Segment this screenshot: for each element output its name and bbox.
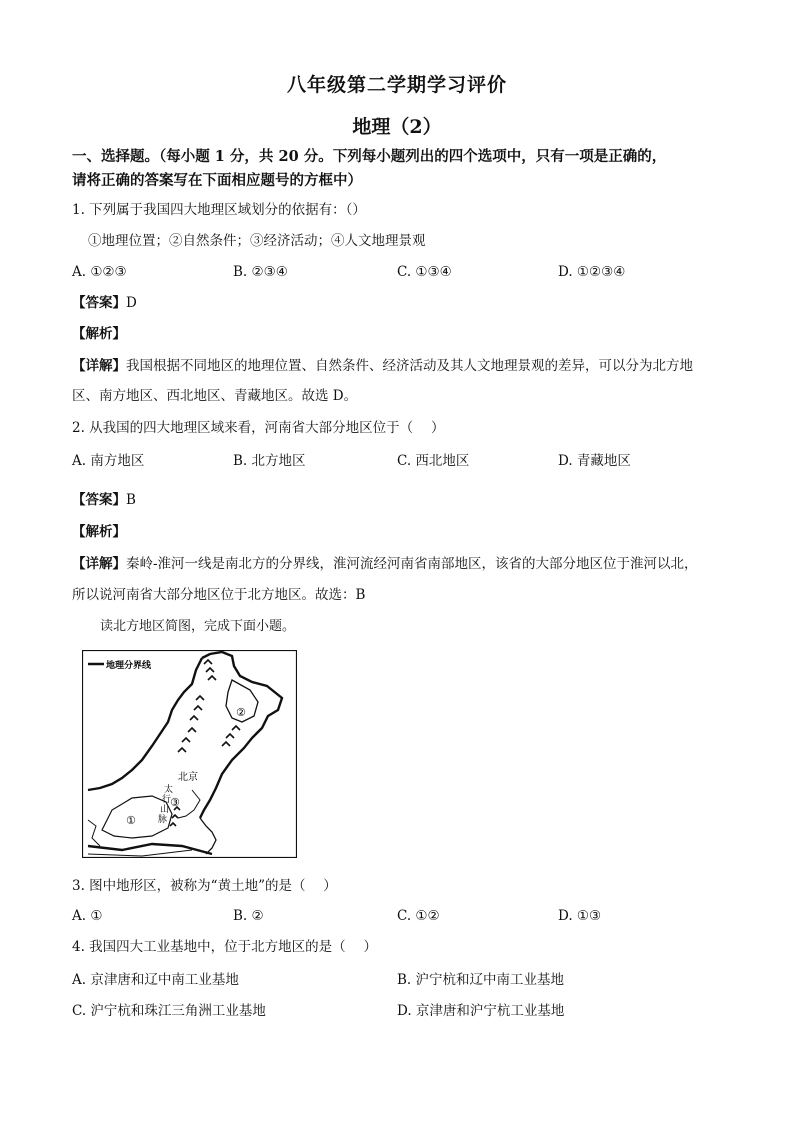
q1-answer bbox=[72, 293, 732, 313]
q1-option-b[interactable]: B. ②③④ bbox=[233, 264, 288, 280]
q2-answer-label: 【答案】 bbox=[72, 492, 126, 508]
q1-analysis bbox=[72, 324, 732, 344]
q3-option-b[interactable]: B. ② bbox=[233, 908, 264, 924]
q2-option-c[interactable]: C. 西北地区 bbox=[397, 453, 470, 469]
map-instruction: 读北方地区简图，完成下面小题。 bbox=[100, 619, 296, 634]
q1-detail-text1: 我国根据不同地区的地理位置、自然条件、经济活动及其人文地理景观的差异，可以分为北方地 bbox=[126, 358, 693, 374]
map-legend-text: 地理分界线 bbox=[106, 661, 152, 671]
map-label-region-1: ① bbox=[126, 814, 136, 827]
page-title: 八年级第二学期学习评价 bbox=[286, 74, 507, 96]
q2-option-a[interactable]: A. 南方地区 bbox=[72, 453, 145, 469]
q2-answer-value: B bbox=[126, 492, 136, 508]
q1-detail-line1 bbox=[72, 356, 732, 376]
page-subtitle: 地理（2） bbox=[352, 116, 442, 138]
map-label-hang: 行 bbox=[162, 795, 172, 805]
section-heading-line1: 一、选择题。（每小题 1 分，共 20 分。下列每小题列出的四个选项中，只有一项是正确的， bbox=[72, 148, 667, 165]
q2-option-d[interactable]: D. 青藏地区 bbox=[558, 453, 631, 469]
q1-answer-label: 【答案】 bbox=[72, 295, 126, 311]
q1-option-c[interactable]: C. ①③④ bbox=[397, 264, 452, 280]
map-label-tai: 太 bbox=[164, 785, 174, 795]
q2-detail-label: 【详解】 bbox=[72, 556, 126, 572]
map-label-shan: 山 bbox=[160, 805, 170, 815]
section-heading-line2: 请将正确的答案写在下面相应题号的方框中） bbox=[72, 172, 362, 189]
q3-option-a[interactable]: A. ① bbox=[72, 908, 103, 924]
q2-stem: 2. 从我国的四大地理区域来看，河南省大部分地区位于（ ） bbox=[72, 420, 445, 436]
q2-analysis-label: 【解析】 bbox=[72, 524, 126, 540]
q1-items: ①地理位置；②自然条件；③经济活动；④人文地理景观 bbox=[88, 233, 426, 249]
q2-detail-line1 bbox=[72, 554, 732, 574]
map-label-mai: 脉 bbox=[158, 815, 168, 825]
q1-option-d[interactable]: D. ①②③④ bbox=[558, 264, 626, 280]
q2-option-b[interactable]: B. 北方地区 bbox=[233, 453, 306, 469]
q1-detail-label: 【详解】 bbox=[72, 358, 126, 374]
q2-detail-line2: 所以说河南省大部分地区位于北方地区。故选：B bbox=[72, 587, 366, 603]
map-label-region-2: ② bbox=[236, 706, 246, 719]
map-label-beijing: 北京 bbox=[178, 772, 198, 783]
q1-stem: 1. 下列属于我国四大地理区域划分的依据有：（） bbox=[72, 202, 366, 218]
q3-stem: 3. 图中地形区，被称为“黄土地”的是（ ） bbox=[72, 878, 337, 894]
q4-option-c[interactable]: C. 沪宁杭和珠江三角洲工业基地 bbox=[72, 1003, 266, 1019]
q4-option-a[interactable]: A. 京津唐和辽中南工业基地 bbox=[72, 972, 239, 988]
q4-option-b[interactable]: B. 沪宁杭和辽中南工业基地 bbox=[397, 972, 565, 988]
q4-option-d[interactable]: D. 京津唐和沪宁杭工业基地 bbox=[397, 1003, 565, 1019]
q2-detail-text1: 秦岭-淮河一线是南北方的分界线，淮河流经河南省南部地区，该省的大部分地区位于淮河以北， bbox=[126, 556, 698, 572]
q3-option-d[interactable]: D. ①③ bbox=[558, 908, 602, 924]
map-frame bbox=[83, 651, 297, 858]
q1-answer-value: D bbox=[126, 295, 137, 311]
q1-analysis-label: 【解析】 bbox=[72, 326, 126, 342]
north-region-map bbox=[82, 650, 297, 858]
q2-answer bbox=[72, 490, 732, 510]
q1-option-a[interactable]: A. ①②③ bbox=[72, 264, 127, 280]
q3-option-c[interactable]: C. ①② bbox=[397, 908, 440, 924]
q2-analysis bbox=[72, 522, 732, 542]
q4-stem: 4. 我国四大工业基地中，位于北方地区的是（ ） bbox=[72, 939, 377, 955]
q1-detail-line2: 区、南方地区、西北地区、青藏地区。故选 D。 bbox=[72, 388, 358, 404]
map-label-region-3: ③ bbox=[170, 796, 180, 809]
